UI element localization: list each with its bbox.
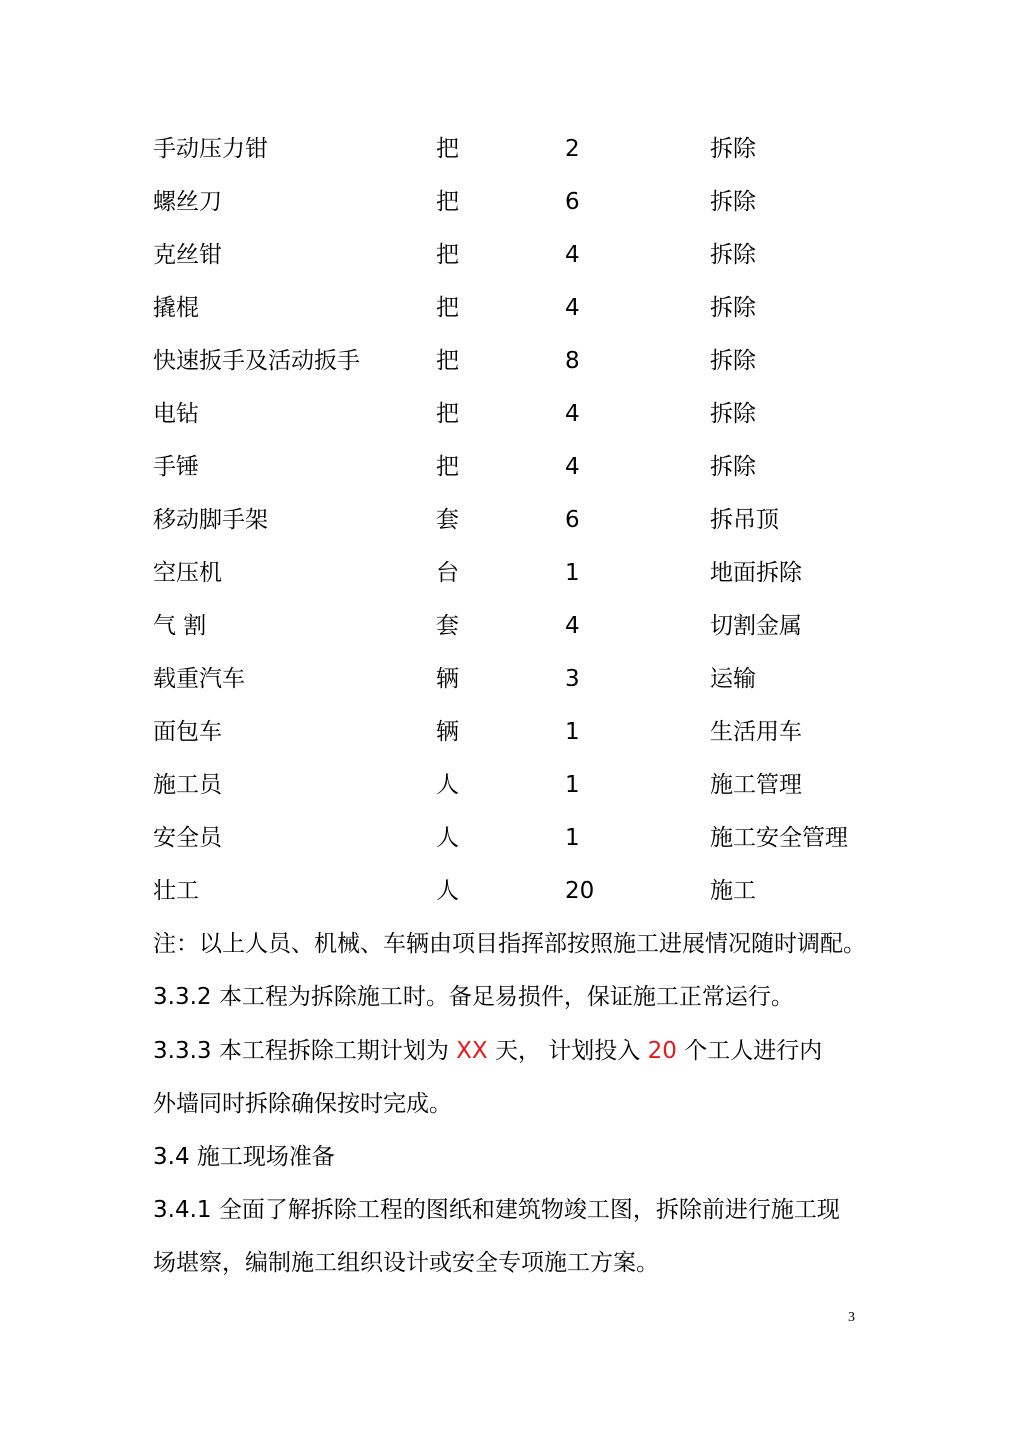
item-unit: 人 xyxy=(436,878,459,904)
item-unit: 台 xyxy=(436,560,459,586)
item-use: 拆除 xyxy=(710,189,756,215)
table-row xyxy=(0,765,1012,805)
table-row xyxy=(0,341,1012,381)
section-text-c: 个工人进行内 xyxy=(684,1038,823,1064)
item-unit: 把 xyxy=(436,136,459,162)
item-name: 克丝钳 xyxy=(153,242,222,268)
item-name: 气 割 xyxy=(153,613,207,639)
item-use: 施工安全管理 xyxy=(710,825,848,851)
item-name: 螺丝刀 xyxy=(153,189,222,215)
section-text-a: 本工程拆除工期计划为 xyxy=(218,1038,449,1064)
item-unit: 把 xyxy=(436,454,459,480)
item-quantity: 4 xyxy=(565,613,580,639)
item-quantity: 4 xyxy=(565,454,580,480)
item-use: 拆吊顶 xyxy=(710,507,779,533)
table-row xyxy=(0,871,1012,911)
item-unit: 辆 xyxy=(436,719,459,745)
section-number: 3.4 xyxy=(153,1144,190,1170)
section-text: 本工程为拆除施工时。备足易损件，保证施工正常运行。 xyxy=(218,984,794,1010)
item-unit: 把 xyxy=(436,189,459,215)
table-row xyxy=(0,182,1012,222)
section-text-line2: 外墙同时拆除确保按时完成。 xyxy=(153,1091,452,1117)
table-row xyxy=(0,712,1012,752)
item-name: 撬棍 xyxy=(153,295,199,321)
item-name: 壮工 xyxy=(153,878,199,904)
item-unit: 套 xyxy=(436,613,459,639)
table-row xyxy=(0,235,1012,275)
table-row xyxy=(0,553,1012,593)
item-use: 拆除 xyxy=(710,242,756,268)
section-3-3-2 xyxy=(153,977,873,1017)
item-name: 手动压力钳 xyxy=(153,136,268,162)
item-use: 拆除 xyxy=(710,348,756,374)
section-text-line2: 场堪察，编制施工组织设计或安全专项施工方案。 xyxy=(153,1250,659,1276)
item-name: 面包车 xyxy=(153,719,222,745)
item-name: 手锤 xyxy=(153,454,199,480)
item-unit: 把 xyxy=(436,242,459,268)
days-value: XX xyxy=(456,1038,488,1064)
item-unit: 人 xyxy=(436,772,459,798)
item-use: 地面拆除 xyxy=(710,560,802,586)
section-3-4-heading xyxy=(153,1137,873,1177)
table-row xyxy=(0,606,1012,646)
item-unit: 把 xyxy=(436,348,459,374)
item-unit: 人 xyxy=(436,825,459,851)
item-quantity: 1 xyxy=(565,560,580,586)
item-quantity: 4 xyxy=(565,295,580,321)
item-quantity: 1 xyxy=(565,772,580,798)
item-name: 空压机 xyxy=(153,560,222,586)
item-use: 拆除 xyxy=(710,454,756,480)
item-name: 快速扳手及活动扳手 xyxy=(153,348,360,374)
section-heading: 施工现场准备 xyxy=(196,1144,335,1170)
item-quantity: 8 xyxy=(565,348,580,374)
item-name: 施工员 xyxy=(153,772,222,798)
item-use: 运输 xyxy=(710,666,756,692)
table-row xyxy=(0,129,1012,169)
item-quantity: 6 xyxy=(565,507,580,533)
item-quantity: 3 xyxy=(565,666,580,692)
section-3-4-1 xyxy=(153,1190,873,1230)
item-quantity: 20 xyxy=(565,878,595,904)
table-row xyxy=(0,500,1012,540)
item-use: 切割金属 xyxy=(710,613,802,639)
item-use: 生活用车 xyxy=(710,719,802,745)
item-quantity: 1 xyxy=(565,719,580,745)
item-unit: 套 xyxy=(436,507,459,533)
section-3-3-3-line2 xyxy=(153,1084,873,1124)
item-use: 施工管理 xyxy=(710,772,802,798)
item-unit: 把 xyxy=(436,295,459,321)
table-row xyxy=(0,818,1012,858)
item-use: 拆除 xyxy=(710,401,756,427)
item-name: 载重汽车 xyxy=(153,666,245,692)
item-unit: 辆 xyxy=(436,666,459,692)
table-row xyxy=(0,288,1012,328)
note-paragraph xyxy=(153,924,873,964)
item-quantity: 6 xyxy=(565,189,580,215)
section-number: 3.4.1 xyxy=(153,1197,212,1223)
item-quantity: 4 xyxy=(565,401,580,427)
section-text-b: 天， 计划投入 xyxy=(494,1038,641,1064)
item-use: 拆除 xyxy=(710,136,756,162)
table-row xyxy=(0,659,1012,699)
item-unit: 把 xyxy=(436,401,459,427)
note-text: 注：以上人员、机械、车辆由项目指挥部按照施工进展情况随时调配。 xyxy=(153,931,866,957)
workers-value: 20 xyxy=(647,1038,677,1064)
table-row xyxy=(0,447,1012,487)
table-row xyxy=(0,394,1012,434)
section-text-line1: 全面了解拆除工程的图纸和建筑物竣工图，拆除前进行施工现 xyxy=(218,1197,840,1223)
item-name: 移动脚手架 xyxy=(153,507,268,533)
item-name: 安全员 xyxy=(153,825,222,851)
page-number: 3 xyxy=(848,1310,855,1325)
item-name: 电钻 xyxy=(153,401,199,427)
item-quantity: 1 xyxy=(565,825,580,851)
section-number: 3.3.3 xyxy=(153,1038,212,1064)
item-quantity: 4 xyxy=(565,242,580,268)
item-use: 施工 xyxy=(710,878,756,904)
section-number: 3.3.2 xyxy=(153,984,212,1010)
item-quantity: 2 xyxy=(565,136,580,162)
item-use: 拆除 xyxy=(710,295,756,321)
section-3-3-3 xyxy=(153,1031,873,1071)
section-3-4-1-line2 xyxy=(153,1243,873,1283)
